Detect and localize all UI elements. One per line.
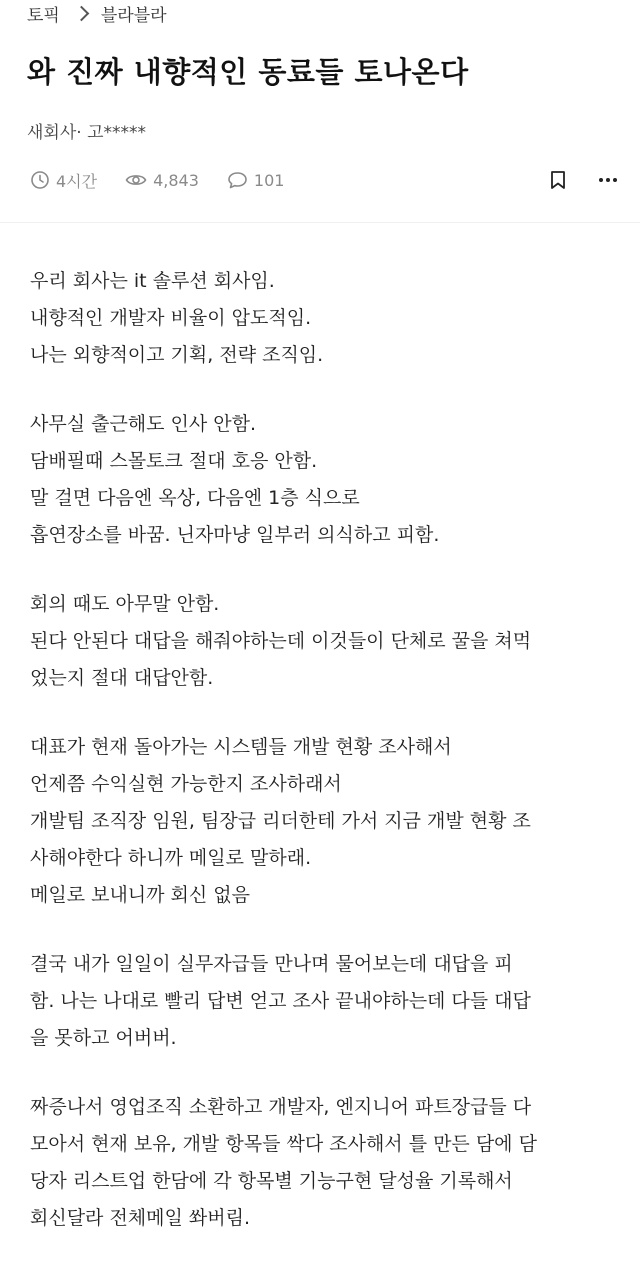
post-body-line: 흡연장소를 바꿈. 닌자마냥 일부러 의식하고 피함.	[30, 524, 440, 546]
post-views	[125, 170, 199, 190]
post-body-line: 회의 때도 아무말 안함.	[30, 593, 220, 615]
post-body-line: 우리 회사는 it 솔루션 회사임.	[30, 270, 275, 292]
post-paragraph	[30, 586, 610, 697]
post-paragraph	[30, 946, 610, 1057]
post-body-line: 함. 나는 나대로 빨리 답변 얻고 조사 끝내야하는데 다들 대답	[30, 990, 531, 1012]
post-paragraph	[30, 263, 610, 374]
post-title: 와 진짜 내향적인 동료들 토나온다	[27, 55, 469, 89]
post-body-line: 메일로 보내니까 회신 없음	[30, 884, 251, 906]
more-dots-icon	[598, 177, 618, 183]
post-body	[30, 263, 610, 1269]
post-body-line: 사무실 출근해도 인사 안함.	[30, 413, 257, 435]
post-body-line: 개발팀 조직장 임원, 팀장급 리더한테 가서 지금 개발 현황 조	[30, 810, 531, 832]
post-body-line: 말 걸면 다음엔 옥상, 다음엔 1층 식으로	[30, 487, 360, 509]
post-comments-count: 101	[253, 170, 285, 190]
post-body-line: 내향적인 개발자 비율이 압도적임.	[30, 307, 312, 329]
clock-icon	[30, 170, 50, 190]
header-divider	[0, 222, 640, 223]
more-options-button[interactable]	[596, 168, 620, 192]
breadcrumb-board-link[interactable]: 블라블라	[100, 5, 167, 26]
post-body-line: 사해야한다 하니까 메일로 말하래.	[30, 847, 312, 869]
bookmark-icon	[549, 170, 567, 190]
post-paragraph	[30, 406, 610, 554]
post-body-line: 된다 안된다 대답을 해줘야하는데 이것들이 단체로 꿀을 쳐먹	[30, 630, 532, 652]
post-body-line: 결국 내가 일일이 실무자급들 만나며 물어보는데 대답을 피	[30, 953, 513, 975]
post-time-label: 4시간	[56, 171, 98, 191]
post-body-line: 당자 리스트업 한담에 각 항목별 기능구현 달성율 기록해서	[30, 1170, 513, 1192]
breadcrumb-topic-link[interactable]: 토픽	[27, 5, 60, 26]
breadcrumb	[27, 2, 167, 24]
post-paragraph	[30, 1089, 610, 1237]
post-body-line: 모아서 현재 보유, 개발 항목들 싹다 조사해서 틀 만든 담에 담	[30, 1133, 537, 1155]
post-body-line: 대표가 현재 돌아가는 시스템들 개발 현황 조사해서	[30, 736, 452, 758]
chevron-right-icon	[74, 5, 90, 21]
post-body-line: 나는 외향적이고 기획, 전략 조직임.	[30, 344, 324, 366]
post-views-count: 4,843	[153, 170, 199, 190]
post-body-line: 을 못하고 어버버.	[30, 1027, 177, 1049]
post-body-line: 언제쯤 수익실현 가능한지 조사하래서	[30, 773, 342, 795]
post-time	[30, 169, 97, 192]
post-body-line: 회신달라 전체메일 쏴버림.	[30, 1207, 251, 1229]
bookmark-button[interactable]	[546, 168, 570, 192]
post-author[interactable]: 새회사· 고*****	[27, 123, 146, 143]
eye-icon	[125, 170, 147, 190]
post-comments[interactable]	[227, 170, 285, 190]
post-body-line: 었는지 절대 대답안함.	[30, 667, 214, 689]
post-meta-bar	[30, 168, 620, 192]
post-body-line: 짜증나서 영업조직 소환하고 개발자, 엔지니어 파트장급들 다	[30, 1096, 532, 1118]
post-body-line: 담배필때 스몰토크 절대 호응 안함.	[30, 450, 318, 472]
post-paragraph	[30, 729, 610, 914]
speech-bubble-icon	[227, 170, 248, 190]
